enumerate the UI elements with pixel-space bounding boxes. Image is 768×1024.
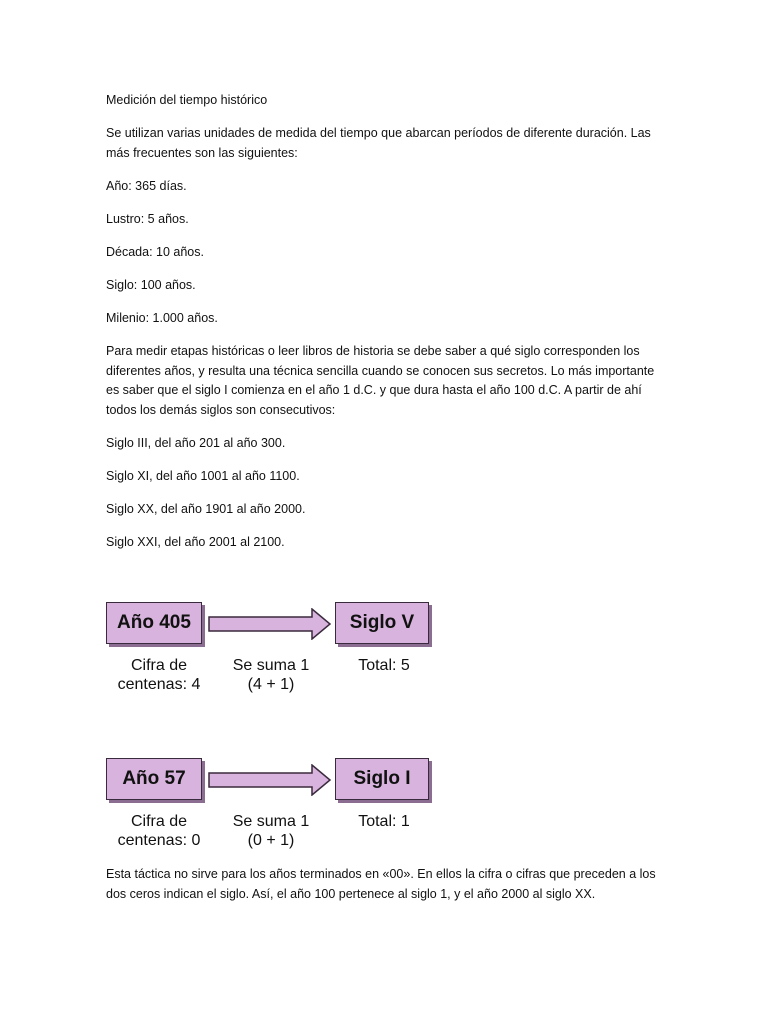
caption-hundreds-digit: Cifra de centenas: 4 — [117, 657, 201, 693]
example-siglo-xx: Siglo XX, del año 1901 al año 2000. — [106, 502, 306, 516]
arrow-right-icon — [208, 608, 332, 640]
unit-lustrum: Lustro: 5 años. — [106, 212, 189, 226]
year-box: Año 57 — [106, 758, 202, 800]
caption-total: Total: 5 — [358, 657, 410, 674]
explanation-paragraph: Para medir etapas históricas o leer libros de historia se debe saber a qué siglo corresponden los diferentes años, y resulta una técnica sencilla cuando se conocen sus secretos. Lo más importante es saber que el siglo I comienza en el año 1 d.C. y que dura hasta el año 100 d.C. A partir de ahí todos los demás siglos son consecutivos: — [106, 344, 655, 417]
caption-add-one: Se suma 1 (4 + 1) — [232, 657, 310, 693]
unit-year: Año: 365 días. — [106, 179, 187, 193]
example-siglo-xxi: Siglo XXI, del año 2001 al 2100. — [106, 535, 285, 549]
unit-millennium: Milenio: 1.000 años. — [106, 311, 218, 325]
unit-century: Siglo: 100 años. — [106, 278, 196, 292]
caption-total: Total: 1 — [358, 813, 410, 830]
century-box: Siglo V — [335, 602, 429, 644]
caption-add-one: Se suma 1 (0 + 1) — [232, 813, 310, 849]
century-diagram-2 — [104, 756, 444, 866]
page-title: Medición del tiempo histórico — [106, 93, 268, 107]
example-siglo-xi: Siglo XI, del año 1001 al año 1100. — [106, 469, 300, 483]
intro-paragraph: Se utilizan varias unidades de medida del tiempo que abarcan períodos de diferente duración. Las más frecuentes son las siguientes: — [106, 126, 651, 160]
century-box: Siglo I — [335, 758, 429, 800]
closing-paragraph: Esta táctica no sirve para los años terminados en «00». En ellos la cifra o cifras que preceden a los dos ceros indican el siglo. Así, el año 100 pertenece al siglo 1, y el año 2000 al siglo XX. — [106, 867, 656, 901]
century-diagram-1 — [104, 600, 444, 710]
caption-hundreds-digit: Cifra de centenas: 0 — [117, 813, 201, 849]
example-siglo-iii: Siglo III, del año 201 al año 300. — [106, 436, 286, 450]
unit-decade: Década: 10 años. — [106, 245, 204, 259]
arrow-right-icon — [208, 764, 332, 796]
year-box: Año 405 — [106, 602, 202, 644]
